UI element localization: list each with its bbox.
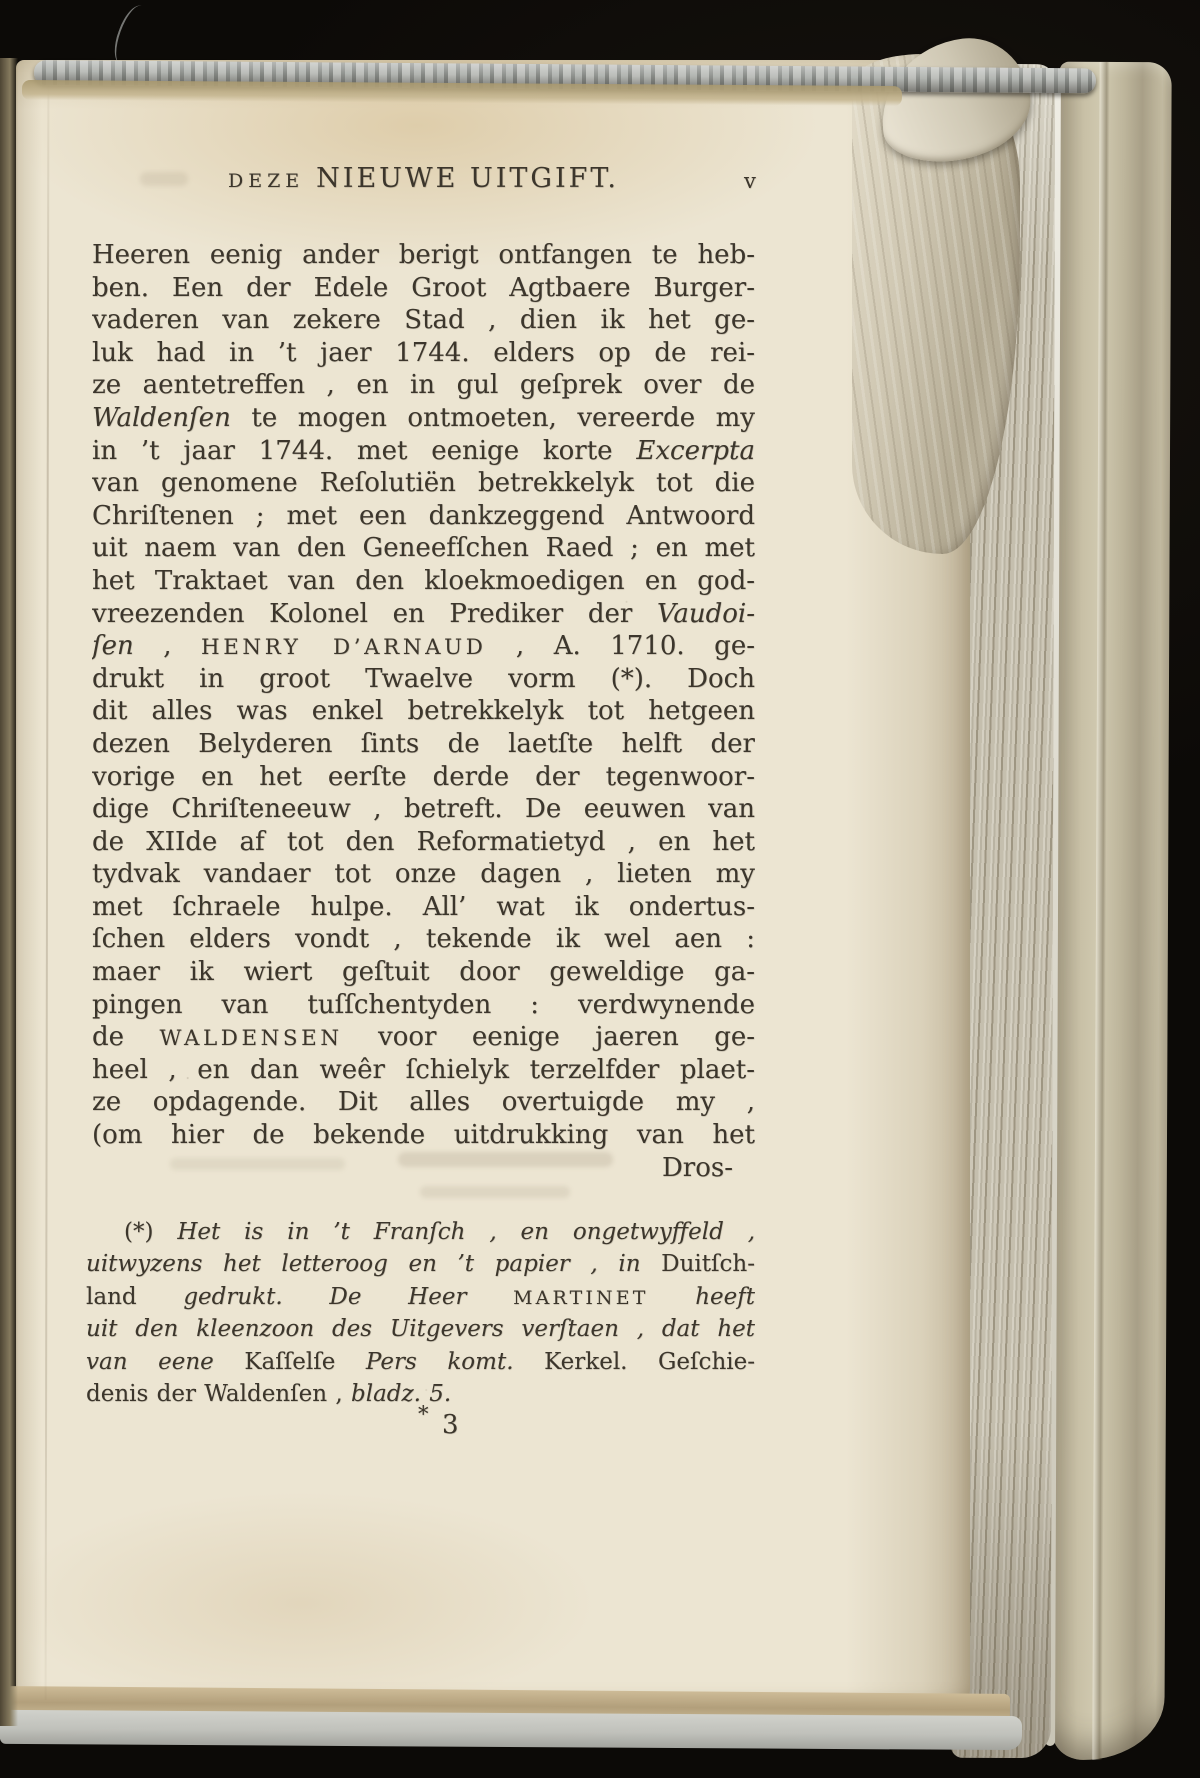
text-segment: ſen <box>92 631 134 662</box>
text-line <box>92 532 755 565</box>
text-line <box>92 598 755 631</box>
text-segment: heel , en dan weêr ſchielyk terzelfder plaet- <box>92 1054 755 1085</box>
text-segment: vorige en het eerſte derde der tegenwoor- <box>92 761 755 792</box>
text-segment: uit den kleenzoon des Uitgevers verſtaen , dat het <box>86 1316 755 1343</box>
text-line <box>92 695 755 728</box>
body-text <box>92 239 755 1184</box>
text-segment: vreezenden Kolonel en Prediker der <box>92 598 657 629</box>
text-segment: heeft <box>648 1283 755 1310</box>
text-line <box>86 1346 755 1378</box>
text-segment: met ſchraele hulpe. All’ wat ik ondertus- <box>92 891 755 922</box>
text-segment: dit alles was enkel betrekkelyk tot hetgeen <box>92 696 755 727</box>
text-segment: de XIIde af tot den Reformatietyd , en het <box>92 826 755 857</box>
text-segment: (*) <box>124 1219 178 1245</box>
text-line <box>92 1119 755 1152</box>
text-segment: , A. 1710. ge- <box>486 631 755 662</box>
text-segment: gedrukt. De Heer <box>183 1283 514 1310</box>
text-line <box>92 663 755 696</box>
page-number: v <box>744 169 757 193</box>
text-line <box>92 728 755 761</box>
bottom-board-edge <box>0 1710 1022 1750</box>
text-line <box>92 435 755 468</box>
text-line <box>92 304 755 337</box>
text-segment: luk had in ’t jaer 1744. elders op de rei- <box>92 337 755 368</box>
text-line <box>92 923 755 956</box>
signature-asterisk: * <box>418 1402 429 1426</box>
text-line <box>92 630 755 663</box>
bleedthrough-smudge <box>420 1186 570 1198</box>
text-segment: Chriſtenen ; met een dankzeggend Antwoord <box>92 500 755 531</box>
text-line <box>92 793 755 826</box>
text-segment: denis der Waldenſen , <box>86 1380 351 1407</box>
loose-thread <box>108 1 154 68</box>
text-line <box>92 826 755 859</box>
text-line <box>86 1216 755 1248</box>
running-header <box>92 163 755 194</box>
text-segment: dezen Belyderen ſints de laetſte helft der <box>92 728 755 759</box>
text-line <box>92 337 755 370</box>
signature-mark <box>404 1400 494 1450</box>
text-segment: Het is in ’t Franſch , en ongetwyffeld , <box>177 1219 755 1245</box>
vellum-cover-edge <box>1052 62 1171 1760</box>
text-line <box>86 1313 755 1345</box>
text-segment: vaderen van zekere Stad , dien ik het ge- <box>92 305 755 336</box>
text-segment: uit naem van den Geneefſchen Raed ; en met <box>92 533 755 564</box>
text-segment: Excerpta <box>636 435 755 466</box>
text-segment: land <box>86 1283 184 1310</box>
signature-number: 3 <box>442 1410 459 1440</box>
text-segment: pingen van tuſſchentyden : verdwynende <box>92 989 755 1020</box>
text-line <box>92 1021 755 1054</box>
text-segment: MARTINET <box>513 1286 649 1309</box>
text-segment: in ’t jaar 1744. met eenige korte <box>92 435 637 466</box>
text-segment: van genomene Reſolutiën betrekkelyk tot die <box>92 468 755 499</box>
text-segment: maer ik wiert geſtuit door geweldige ga- <box>92 957 755 988</box>
text-line <box>92 956 755 989</box>
text-line <box>92 1086 755 1119</box>
text-segment: HENRY D’ARNAUD <box>201 635 487 661</box>
running-header-large: NIEUWE UITGIFT. <box>316 163 619 194</box>
text-segment: dige Chriſteneeuw , betreft. De eeuwen van <box>92 794 755 825</box>
text-segment: te mogen ontmoeten, vereerde my <box>230 402 755 433</box>
text-segment: Kaſſelſe <box>244 1348 366 1375</box>
footnote-text <box>86 1216 755 1410</box>
text-line <box>92 989 755 1022</box>
text-line <box>86 1281 755 1313</box>
text-line <box>86 1248 755 1280</box>
text-segment: (om hier de bekende uitdrukking van het <box>92 1120 755 1151</box>
text-line <box>92 1152 755 1185</box>
text-segment: ben. Een der Edele Groot Agtbaere Burger- <box>92 272 755 303</box>
text-segment: WALDENSEN <box>159 1026 343 1052</box>
text-segment: Dros- <box>661 1152 733 1183</box>
text-segment: Duitſch- <box>661 1251 755 1278</box>
text-segment: Pers komt. <box>365 1348 545 1375</box>
text-segment: van eene <box>86 1348 245 1375</box>
text-line <box>92 761 755 794</box>
text-line <box>92 402 755 435</box>
text-line <box>92 500 755 533</box>
text-segment: ze aentetreffen , en in gul geſprek over de <box>92 370 755 401</box>
text-segment: ze opdagende. Dit alles overtuigde my , <box>92 1087 755 1118</box>
text-segment: Waldenſen <box>92 402 231 433</box>
text-line <box>92 369 755 402</box>
text-line <box>92 272 755 305</box>
text-segment: Heeren eenig ander berigt ontfangen te heb- <box>92 240 755 270</box>
text-line <box>92 565 755 598</box>
text-line <box>92 891 755 924</box>
text-segment: de <box>92 1022 160 1053</box>
text-segment: Kerkel. Geſchie- <box>544 1348 755 1375</box>
running-header-small: DEZE <box>227 170 305 192</box>
text-line <box>92 467 755 500</box>
text-segment: drukt in groot Twaelve vorm (*). Doch <box>92 663 755 694</box>
text-segment: ſchen elders vondt , tekende ik wel aen : <box>92 924 755 955</box>
text-segment: bladz. 5. <box>351 1380 452 1407</box>
text-line <box>92 239 755 272</box>
text-segment: , <box>133 631 202 662</box>
left-page-edge-shadow <box>0 58 18 1726</box>
text-line <box>92 1054 755 1087</box>
text-segment: tydvak vandaer tot onze dagen , lieten my <box>92 859 755 890</box>
text-segment: voor eenige jaeren ge- <box>342 1022 755 1053</box>
text-segment: uitwyzens het letteroog en ’t papier , in <box>86 1251 662 1278</box>
text-line <box>92 858 755 891</box>
text-segment: het Traktaet van den kloekmoedigen en god- <box>92 565 755 596</box>
text-segment: Vaudoi- <box>656 598 755 629</box>
